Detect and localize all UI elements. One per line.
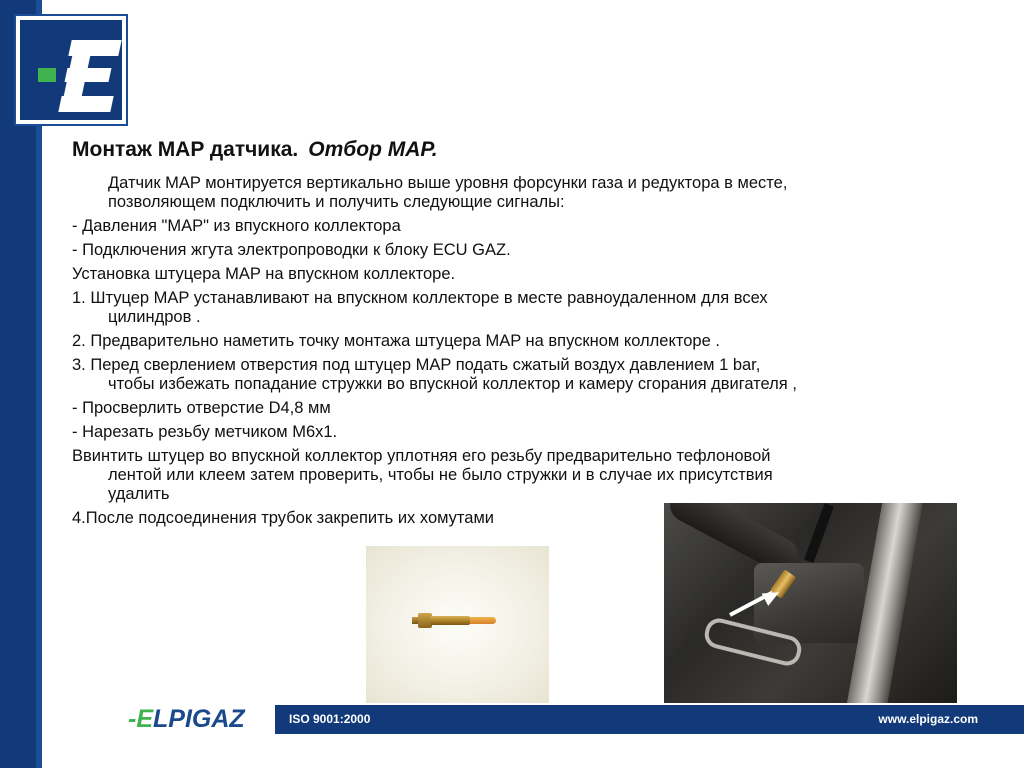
step-1-line-1: 1. Штуцер MAP устанавливают на впускном коллекторе в месте равноудаленном для всех — [72, 289, 768, 307]
step-3-line-2: чтобы избежать попадание стружки во впускной коллектор и камеру сгорания двигателя , — [108, 375, 797, 393]
elpigaz-logo — [128, 705, 245, 734]
section-heading-installation: Установка штуцера MAP на впускном коллекторе. — [72, 265, 456, 283]
elpigaz-logo-e: E — [136, 705, 154, 733]
corner-logo-background — [20, 20, 122, 120]
corner-logo-e-middle — [65, 68, 112, 82]
step-4: 4.После подсоединения трубок закрепить их хомутами — [72, 509, 495, 527]
elpigaz-logo-dash: - — [128, 705, 137, 733]
step-3 — [72, 356, 972, 394]
step-1-line-2: цилиндров . — [108, 308, 201, 326]
slide-title — [72, 138, 972, 162]
engine-tube — [804, 503, 834, 563]
elpigaz-logo-text: LPIGAZ — [153, 705, 245, 733]
corner-logo-e-bottom — [58, 96, 113, 112]
fitting-tip — [470, 617, 496, 624]
list-item-drill: - Просверлить отверстие D4,8 мм — [72, 399, 331, 417]
intro-paragraph — [72, 174, 972, 212]
step-1 — [72, 289, 972, 327]
screw-in-line-1: Ввинтить штуцер во впускной коллектор уплотняя его резьбу предварительно тефлоновой — [72, 447, 771, 465]
footer-bar — [275, 705, 1024, 734]
title-sub: Отбор MAP. — [308, 138, 438, 161]
slide-content — [72, 138, 972, 533]
intake-manifold-photo — [664, 503, 957, 703]
list-item-pressure: - Давления "MAP" из впускного коллектора — [72, 217, 401, 235]
screw-in-line-3: удалить — [108, 485, 170, 503]
iso-certification: ISO 9001:2000 — [289, 712, 371, 726]
map-fitting-photo — [366, 546, 549, 703]
website-link[interactable]: www.elpigaz.com — [878, 712, 978, 726]
intro-line-2: позволяющем подключить и получить следующие сигналы: — [108, 193, 565, 211]
list-item-wiring: - Подключения жгута электропроводки к блоку ECU GAZ. — [72, 241, 511, 259]
fitting-body — [430, 616, 470, 625]
corner-logo-e-top — [68, 40, 121, 56]
title-main: Монтаж MAP датчика. — [72, 138, 299, 161]
list-item-thread: - Нарезать резьбу метчиком M6x1. — [72, 423, 338, 441]
corner-logo-dash — [38, 68, 56, 82]
corner-logo — [14, 14, 128, 126]
screw-in-line-2: лентой или клеем затем проверить, чтобы не было стружки и в случае их присутствия — [108, 466, 773, 484]
intro-line-1: Датчик MAP монтируется вертикально выше уровня форсунки газа и редуктора в месте, — [108, 174, 788, 192]
step-2: 2. Предварительно наметить точку монтажа штуцера MAP на впускном коллекторе . — [72, 332, 720, 350]
step-3-line-1: 3. Перед сверлением отверстия под штуцер MAP подать сжатый воздух давлением 1 bar, — [72, 356, 761, 374]
screw-in-paragraph — [72, 447, 972, 504]
